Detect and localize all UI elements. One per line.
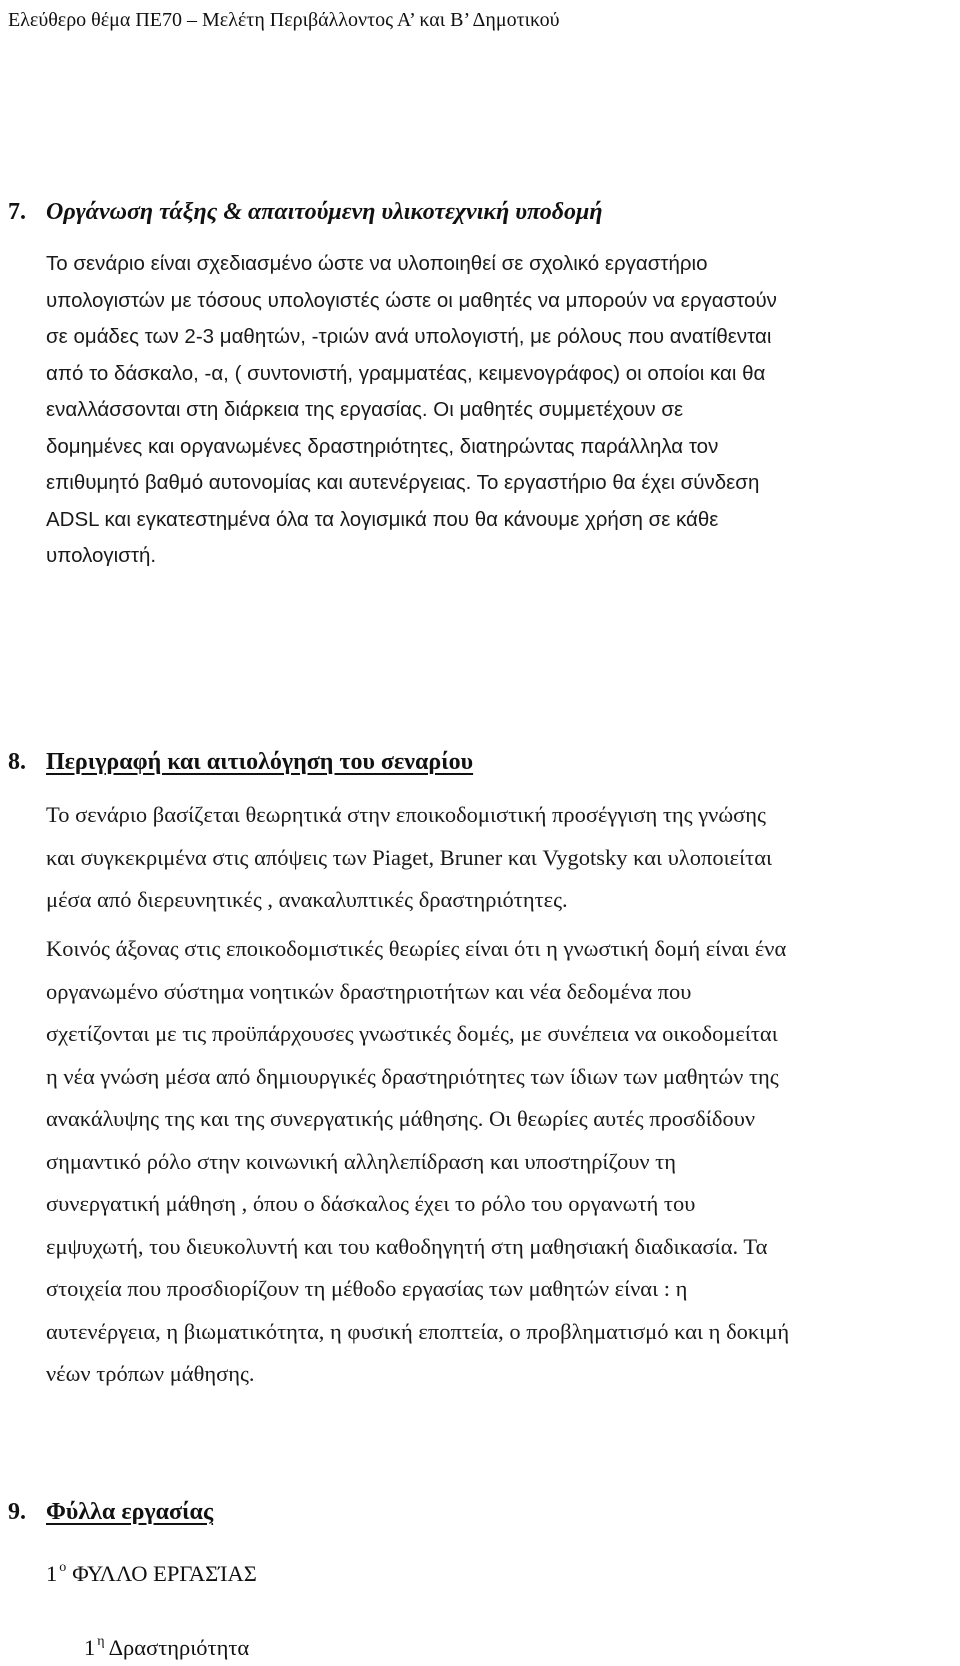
text-line: υπολογιστή.	[46, 544, 157, 567]
section-7-number: 7.	[8, 199, 26, 225]
activity-number: 1	[84, 1635, 96, 1660]
text-line: στοιχεία που προσδιορίζουν τη μέθοδο εργασίας των μαθητών είναι : η	[46, 1276, 688, 1301]
section-9-heading	[8, 1494, 213, 1530]
text-line: και συγκεκριμένα στις απόψεις των Piaget, Bruner και Vygotsky και υλοποιείται	[46, 844, 773, 870]
text-line: Κοινός άξονας στις εποικοδομιστικές θεωρίες είναι ότι η γνωστική δομή είναι ένα	[46, 936, 787, 961]
text-line: δομημένες και οργανωμένες δραστηριότητες, διατηρώντας παράλληλα τον	[46, 434, 719, 458]
text-line: σε ομάδες των 2-3 μαθητών, -τριών ανά υπολογιστή, με ρόλους που ανατίθενται	[46, 325, 772, 348]
text-line: ADSL και εγκατεστημένα όλα τα λογισμικά που θα κάνουμε χρήση σε κάθε	[46, 507, 719, 531]
section-7-body	[46, 246, 946, 575]
worksheet-label: ΦΥΛΛΟ ΕΡΓΑΣΊΑΣ	[72, 1561, 257, 1586]
section-9-title: Φύλλα εργασίας	[46, 1499, 214, 1525]
text-line: εναλλάσσονται στη διάρκεια της εργασίας. Οι μαθητές συμμετέχουν σε	[46, 398, 684, 421]
section-8-paragraph-2	[46, 928, 946, 1396]
text-line: επιθυμητό βαθμό αυτονομίας και αυτενέργειας. Το εργαστήριο θα έχει σύνδεση	[46, 471, 760, 494]
text-line: συνεργατική μάθηση , όπου ο δάσκαλος έχει το ρόλο του οργανωτή του	[46, 1191, 696, 1216]
activity-label: Δραστηριότητα	[108, 1635, 250, 1660]
text-line: μέσα από διερευνητικές , ανακαλυπτικές δραστηριότητες.	[46, 887, 568, 912]
text-line: η νέα γνώση μέσα από δημιουργικές δραστηριότητες των ίδιων των μαθητών της	[46, 1063, 779, 1089]
text-line: σχετίζονται με τις προϋπάρχουσες γνωστικές δομές, με συνέπεια να οικοδομείται	[46, 1021, 778, 1046]
section-8-title: Περιγραφή και αιτιολόγηση του σεναρίου	[46, 749, 474, 775]
section-8-heading	[8, 744, 473, 780]
section-8-paragraph-1	[46, 794, 946, 922]
activity-heading	[84, 1624, 249, 1666]
page-header: Ελεύθερο θέμα ΠΕ70 – Μελέτη Περιβάλλοντος Α’ και Β’ Δημοτικού	[8, 9, 560, 31]
text-line: από το δάσκαλο, -α, ( συντονιστή, γραμματέας, κειμενογράφος) οι οποίοι και θα	[46, 361, 766, 385]
section-7-heading	[8, 194, 603, 230]
text-line: Το σενάριο βασίζεται θεωρητικά στην εποικοδομιστική προσέγγιση της γνώσης	[46, 802, 766, 827]
section-9-number: 9.	[8, 1499, 26, 1525]
worksheet-ordinal: ο	[59, 1560, 67, 1575]
section-8-number: 8.	[8, 749, 26, 775]
activity-ordinal: η	[97, 1634, 105, 1649]
text-line: εμψυχωτή, του διευκολυντή και του καθοδηγητή στη μαθησιακή διαδικασία. Τα	[46, 1233, 768, 1259]
worksheet-number: 1	[46, 1561, 58, 1586]
text-line: ανακάλυψης της και της συνεργατικής μάθησης. Οι θεωρίες αυτές προσδίδουν	[46, 1106, 756, 1131]
text-line: σημαντικό ρόλο στην κοινωνική αλληλεπίδραση και υποστηρίζουν τη	[46, 1148, 676, 1174]
worksheet-heading	[46, 1550, 257, 1592]
text-line: υπολογιστών με τόσους υπολογιστές ώστε οι μαθητές να μπορούν να εργαστούν	[46, 288, 777, 312]
text-line: αυτενέργεια, η βιωματικότητα, η φυσική εποπτεία, ο προβληματισμό και η δοκιμή	[46, 1318, 790, 1344]
section-7-title: Οργάνωση τάξης & απαιτούμενη υλικοτεχνική υποδομή	[46, 199, 603, 225]
text-line: οργανωμένο σύστημα νοητικών δραστηριοτήτων και νέα δεδομένα που	[46, 978, 692, 1004]
text-line: νέων τρόπων μάθησης.	[46, 1361, 255, 1386]
text-line: Το σενάριο είναι σχεδιασμένο ώστε να υλοποιηθεί σε σχολικό εργαστήριο	[46, 252, 708, 275]
